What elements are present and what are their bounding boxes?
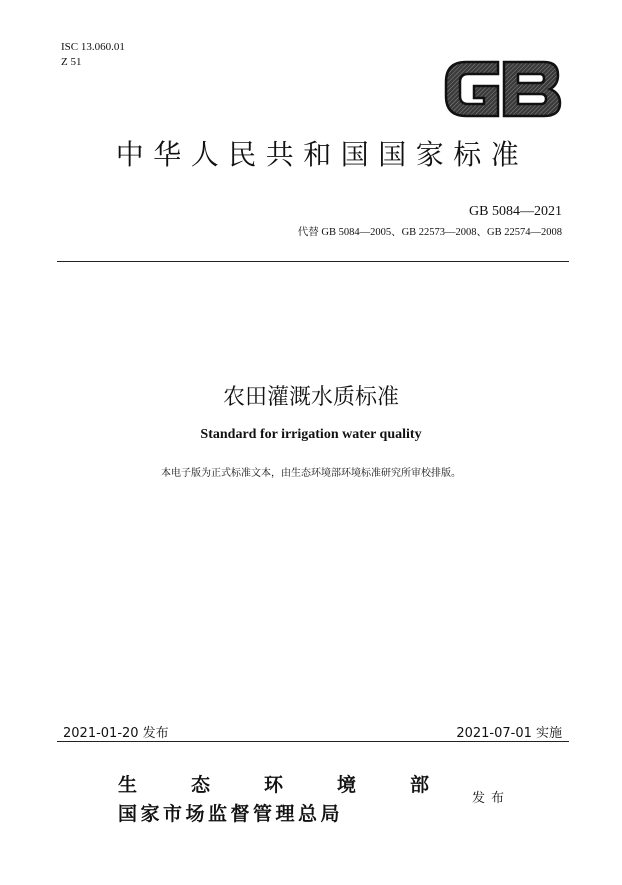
issue-date: 2021-01-20 发布: [63, 726, 169, 741]
replaces-standards: 代替 GB 5084—2005、GB 22573—2008、GB 22574—2008: [297, 227, 562, 238]
bottom-divider: [57, 741, 569, 742]
issuer-char: 生: [118, 775, 138, 796]
issuer-mee: [118, 770, 429, 797]
edition-note: 本电子版为正式标准文本，由生态环境部环境标准研究所审校排版。: [161, 468, 461, 479]
gb-logo: [440, 52, 565, 124]
standard-number: GB 5084—2021: [469, 204, 562, 219]
classification-codes: [61, 40, 125, 70]
issuer-samr: 国家市场监督管理总局: [118, 804, 344, 825]
issuer-char: 环: [264, 775, 284, 796]
top-divider: [57, 261, 569, 262]
publish-label: 发布: [472, 791, 511, 806]
implementation-date: 2021-07-01 实施: [456, 726, 562, 741]
page-title: 中华人民共和国国家标准: [115, 138, 529, 171]
ccs-code: Z 51: [61, 56, 82, 68]
document-title-en: Standard for irrigation water quality: [200, 427, 422, 442]
document-title-cn: 农田灌溉水质标准: [222, 385, 399, 410]
ics-code: ISC 13.060.01: [61, 41, 125, 53]
issuer-char: 部: [410, 775, 430, 796]
issuer-char: 态: [191, 775, 211, 796]
issuer-char: 境: [337, 775, 357, 796]
